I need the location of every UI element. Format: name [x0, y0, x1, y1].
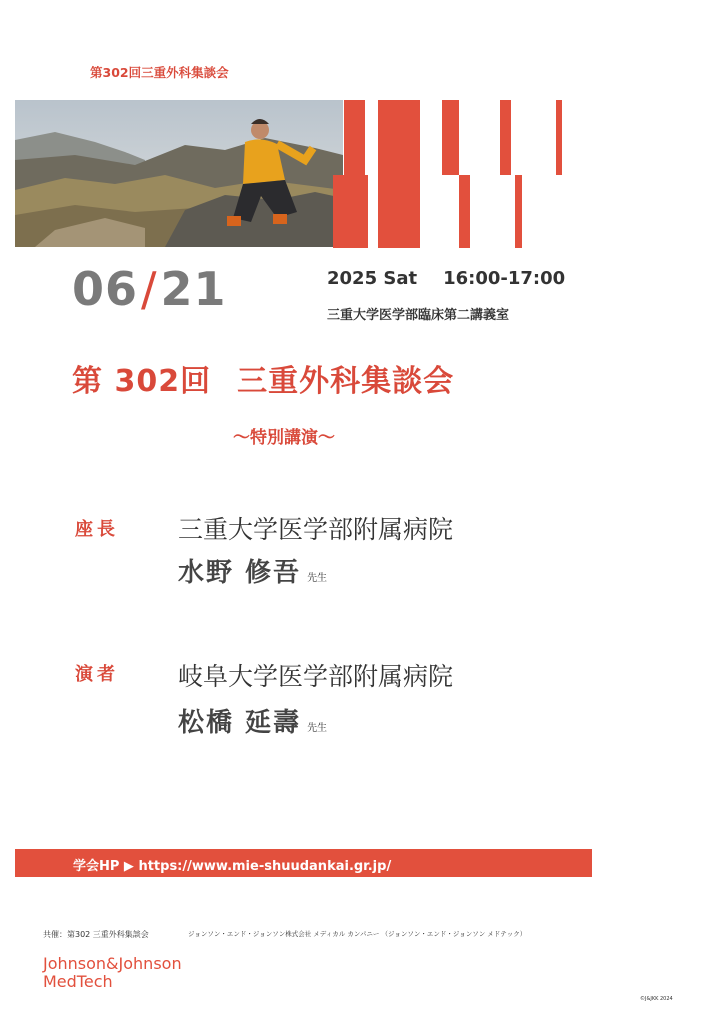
copyright-text: ©J&JKK 2024: [640, 996, 673, 1002]
title-name: 三重外科集談会: [237, 364, 455, 399]
event-year-day: 2025 Sat: [327, 268, 418, 289]
society-website-link[interactable]: 学会HP ▶ https://www.mie-shuudankai.gr.jp/: [73, 859, 392, 874]
cosponsor-text: ジョンソン・エンド・ジョンソン株式会社 メディカル カンパニー （ジョンソン・エンド・ジョンソン メドテック）: [188, 930, 527, 938]
decorative-red-bars: [330, 100, 570, 248]
subtitle: ～特別講演～: [233, 428, 335, 448]
host-text: 共催：第302 三重外科集談会: [43, 930, 149, 939]
chair-role: 座長: [75, 519, 119, 540]
event-day: 21: [160, 262, 227, 316]
date-slash: /: [141, 262, 158, 316]
event-date: [72, 262, 227, 316]
speaker-name: 松橋 延壽: [178, 708, 302, 738]
speaker-honorific: 先生: [307, 723, 328, 734]
society-website-bar[interactable]: [15, 849, 592, 877]
brand-line2: MedTech: [43, 972, 113, 991]
title-number: 第 302回: [72, 364, 212, 399]
chair-institution: 三重大学医学部附属病院: [178, 515, 454, 544]
chair-honorific: 先生: [307, 573, 328, 584]
event-time: 16:00-17:00: [443, 268, 566, 289]
speaker-role: 演者: [75, 664, 119, 685]
main-title: [72, 356, 454, 400]
brand-line1: Johnson&Johnson: [43, 954, 182, 973]
event-label: 第302回三重外科集談会: [90, 65, 229, 80]
chair-name: 水野 修吾: [178, 558, 302, 588]
hero-photo: [15, 100, 343, 247]
chair-name-line: [178, 552, 327, 589]
event-year-time: [327, 268, 565, 289]
johnson-medtech-logo: [43, 955, 182, 991]
mountain-hiker-illustration: [15, 100, 343, 247]
speaker-institution: 岐阜大学医学部附属病院: [178, 662, 454, 691]
event-venue: 三重大学医学部臨床第二講義室: [327, 308, 510, 323]
event-month: 06: [72, 262, 139, 316]
speaker-name-line: [178, 702, 327, 739]
